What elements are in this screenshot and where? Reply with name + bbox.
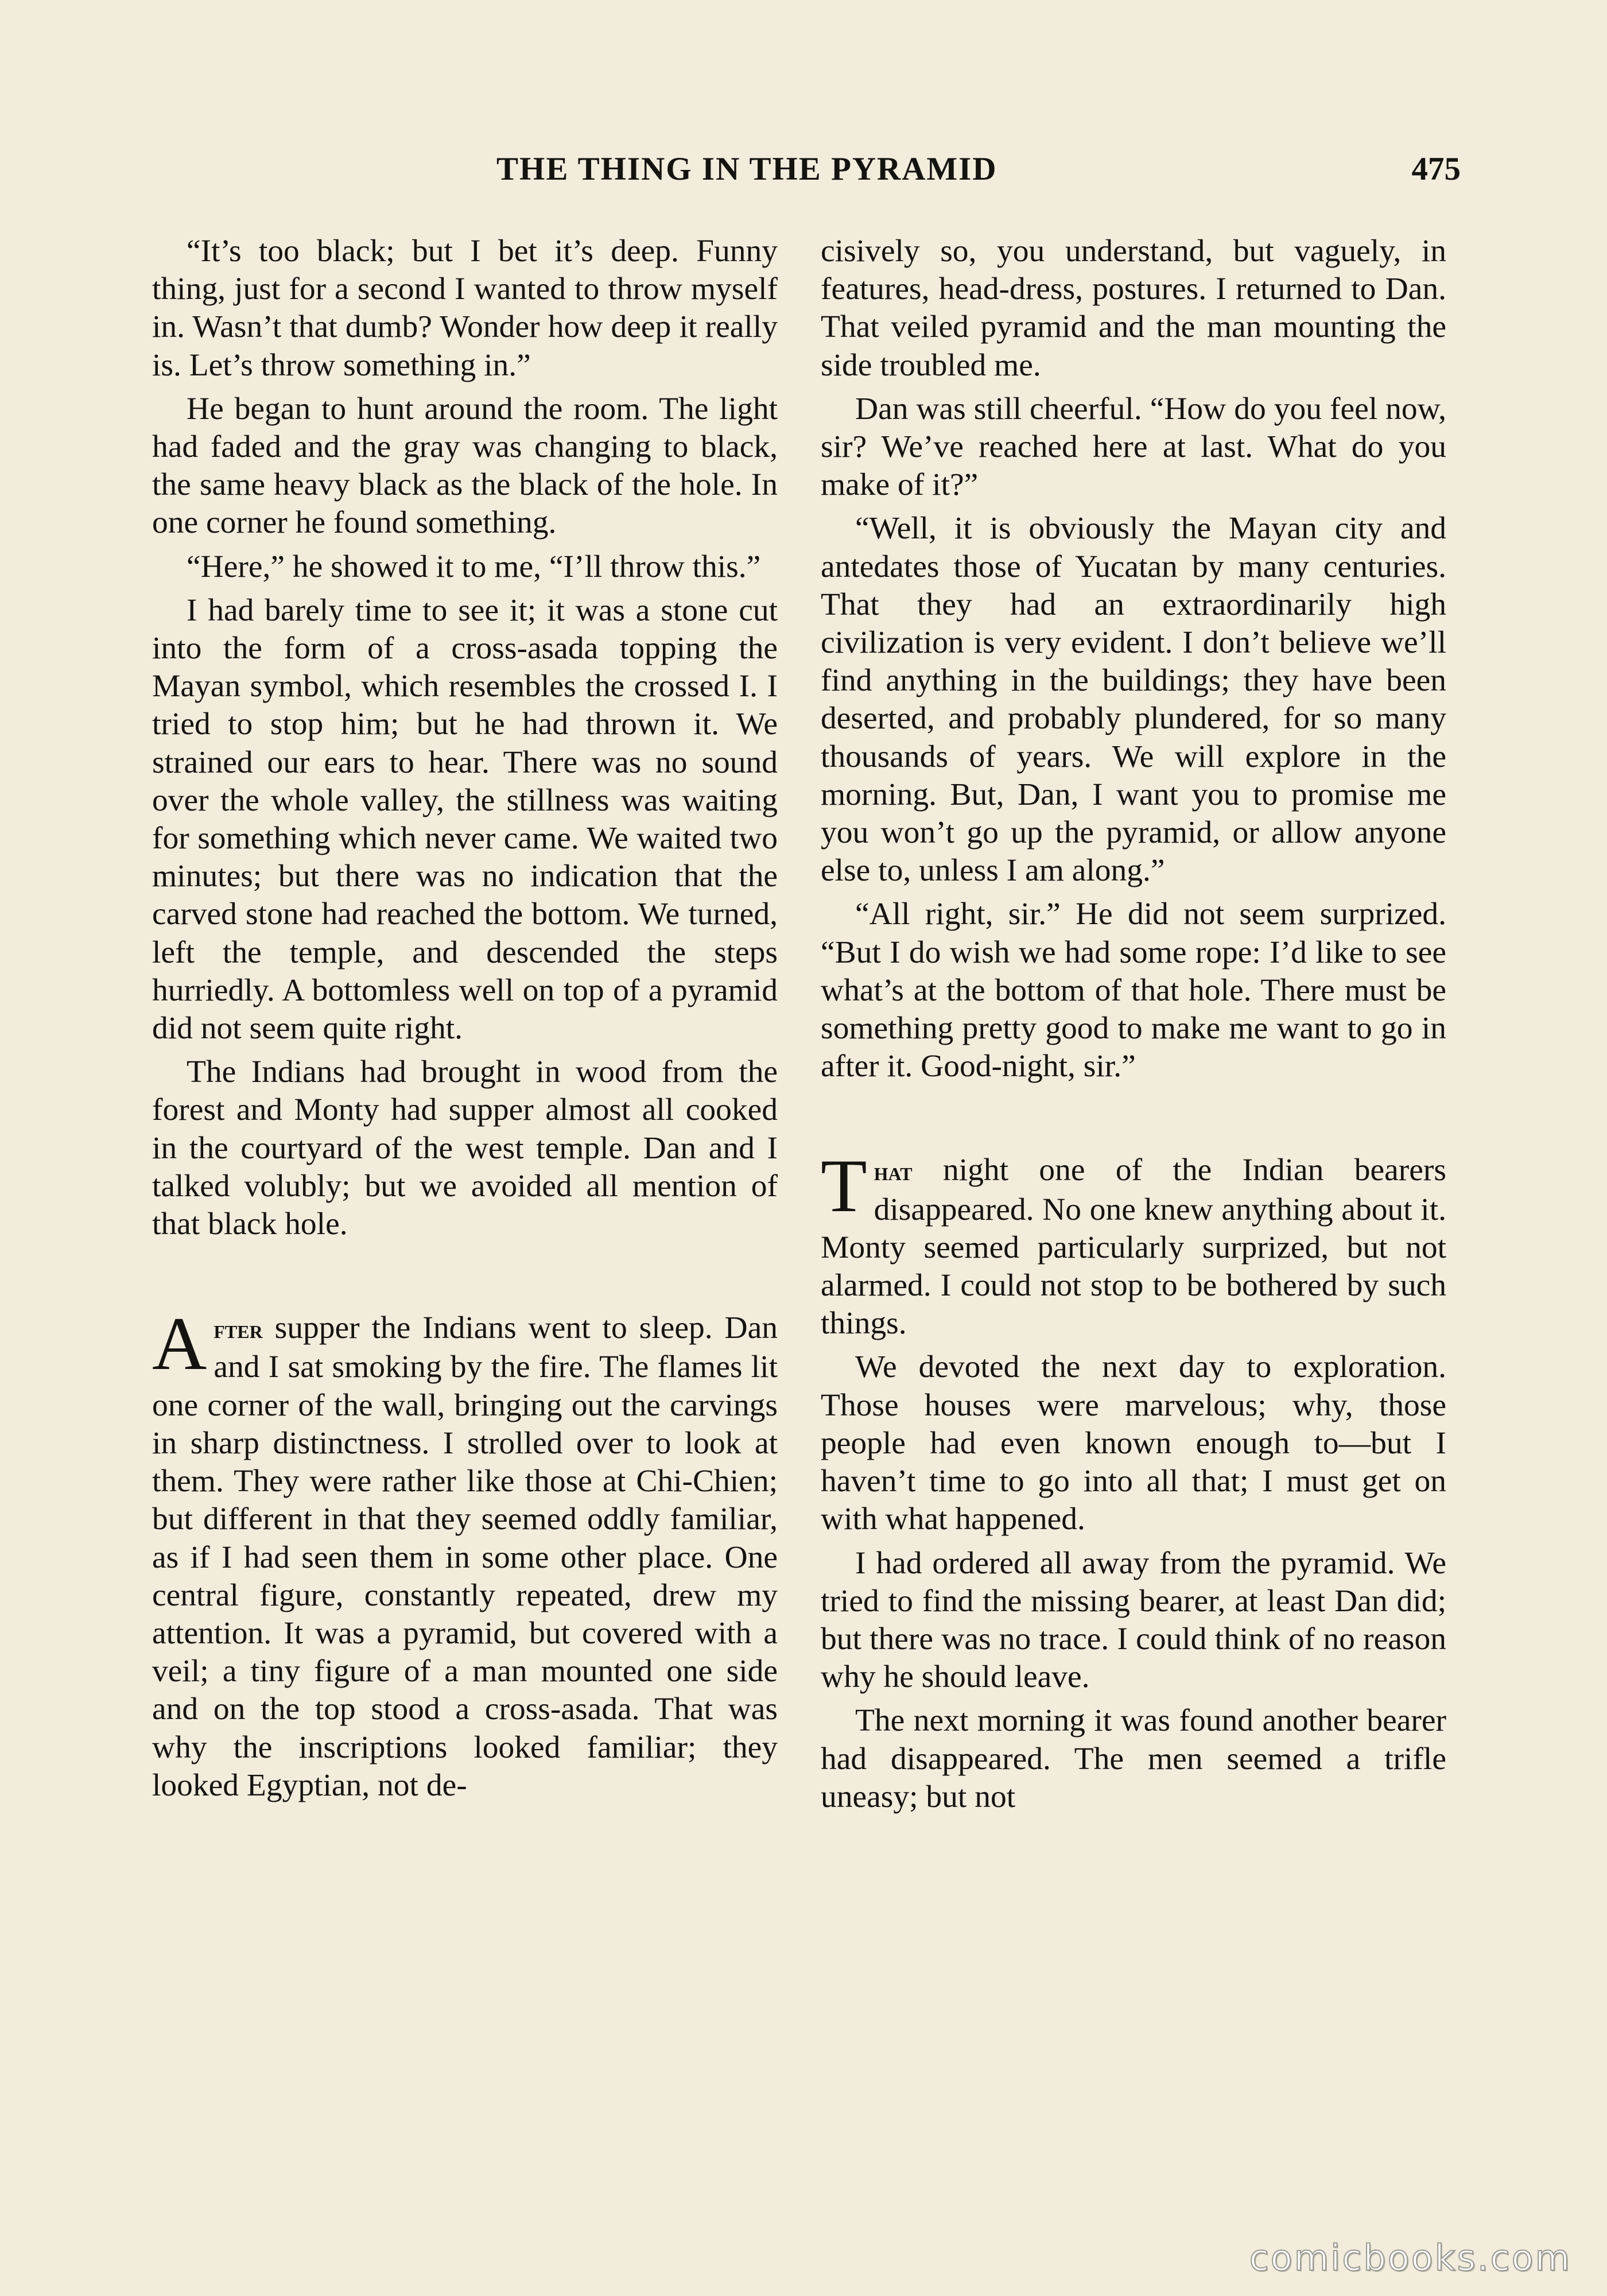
paragraph-text: night one of the Indian bearers disappeared. No one knew anything about it. Monty seemed particularly surprized, but not alarmed. I could not stop to be bothered by such things. [821,1153,1446,1341]
left-text-column [152,232,778,1805]
paragraph: He began to hunt around the room. The light had faded and the gray was changing to black, the same heavy black as the black of the hole. In one corner he found something. [152,391,778,541]
site-watermark: comicbooks.com [1249,2237,1571,2279]
paragraph: “All right, sir.” He did not seem surprized. “But I do wish we had some rope: I’d like to see what’s at the bottom of that hole. There must be something pretty good to make me want to go in after it. Good-night, sir.” [821,897,1446,1084]
paragraph: I had ordered all away from the pyramid. We tried to find the missing bearer, at least Dan did; but there was no trace. I could think of no reason why he should leave. [821,1545,1446,1695]
paragraph: The Indians had brought in wood from the forest and Monty had supper almost all cooked in the courtyard of the west temple. Dan and I talked volubly; but we avoided all mention of that black hole. [152,1054,778,1242]
drop-cap: T [821,1143,867,1228]
running-header [152,150,1461,191]
paragraph: We devoted the next day to exploration. Those houses were marvelous; why, those people had even known enough to—but I haven’t time to go into all that; I must get on with what happened. [821,1349,1446,1537]
right-text-column [821,232,1446,1816]
paragraph: “Here,” he showed it to me, “I’ll throw this.” [187,549,761,584]
paragraph: The next morning it was found another bearer had disappeared. The men seemed a trifle uneasy; but not [821,1703,1446,1814]
paragraph: I had barely time to see it; it was a stone cut into the form of a cross-asada topping the Mayan symbol, which resembles the crossed I. I tried to stop him; but he had thrown it. We strained our ears to hear. There was no sound over the whole valley, the stillness was waiting for something which never came. We waited two minutes; but there was no indication that the carved stone had reached the bottom. We turned, left the temple, and descended the steps hurriedly. A bottomless well on top of a pyramid did not seem quite right. [152,592,778,1046]
running-title: THE THING IN THE PYRAMID [496,151,997,187]
section-opening-paragraph [152,1301,778,1805]
page-number: 475 [1411,151,1461,187]
drop-cap: A [152,1301,207,1386]
paragraph-text: supper the Indians went to sleep. Dan and I sat smoking by the fire. The flames lit one corner of the wall, bringing out the carvings in sharp distinctness. I strolled over to look at them. They were rather like those at Chi-Chien; but different in that they seemed oddly familiar, as if I had seen them in some other place. One central figure, constantly repeated, drew my attention. It was a pyramid, but covered with a veil; a tiny figure of a man mounted one side and on the top stood a cross-asada. That was why the inscriptions looked familiar; they looked Egyptian, not de- [152,1310,778,1803]
small-caps-lead: fter [214,1314,263,1344]
paragraph: “It’s too black; but I bet it’s deep. Funny thing, just for a second I wanted to throw myself in. Wasn’t that dumb? Wonder how deep it really is. Let’s throw something in.” [152,234,778,383]
paragraph: “Well, it is obviously the Mayan city and antedates those of Yucatan by many centuries. That they had an extraordinarily high civilization is very evident. I don’t believe we’ll find anything in the buildings; they have been deserted, and probably plundered, for so many thousands of years. We will explore in the morning. But, Dan, I want you to promise me you won’t go up the pyramid, or allow anyone else to, unless I am along.” [821,511,1446,889]
paragraph-continued: cisively so, you understand, but vaguely, in features, head-dress, postures. I returned to Dan. That veiled pyramid and the man mounting the side troubled me. [821,234,1446,383]
section-opening-paragraph [821,1143,1446,1343]
paragraph: Dan was still cheerful. “How do you feel now, sir? We’ve reached here at last. What do you make of it?” [821,391,1446,503]
small-caps-lead: hat [874,1157,913,1186]
